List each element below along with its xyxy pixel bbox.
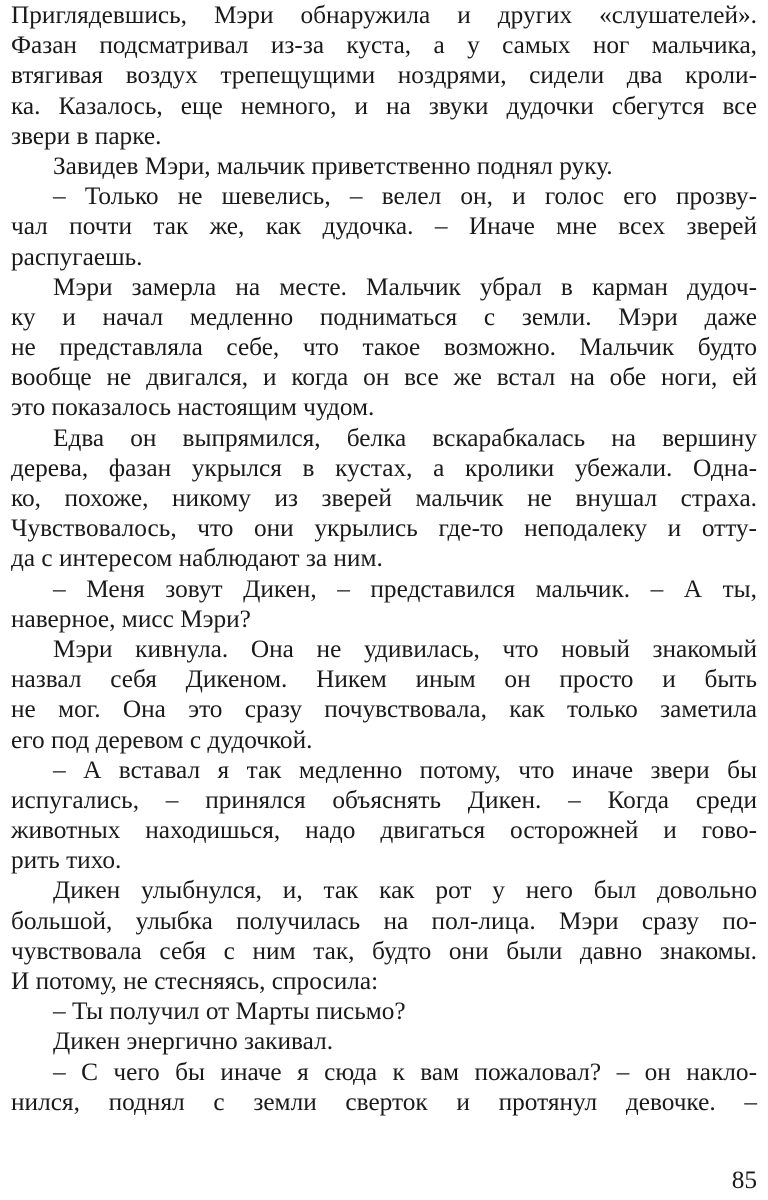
text-line: ку и начал медленно подниматься с земли. Мэри даже [11,302,757,331]
text-line: звери в парке. [11,121,162,150]
text-line: Дикен энергично закивал. [53,1027,334,1056]
text-line: распугаешь. [11,242,143,271]
text-line: не представляла себе, что такое возможно. Мальчик будто [11,333,757,362]
text-line: И потому, не стесняясь, спросила: [11,967,379,995]
page-number: 85 [731,1166,757,1194]
text-line: испугались, – принялся объяснять Дикен. – Когда среди [11,785,757,814]
text-line: нился, поднял с земли сверток и протянул девочке. – [11,1087,757,1116]
text-line: втягивая воздух трепещущими ноздрями, сидели два кроли- [11,61,757,90]
text-line: чувствовала себя с ним так, будто они были давно знакомы. [11,936,757,965]
text-line: это показалось настоящим чудом. [11,393,375,422]
text-line: большой, улыбка получилась на пол-лица. Мэри сразу по- [11,906,757,935]
text-line: дерева, фазан укрылся в кустах, а кролики убежали. Одна- [11,453,757,482]
text-line: чал почти так же, как дудочка. – Иначе мне всех зверей [11,212,757,241]
text-line: Чувствовалось, что они укрылись где-то неподалеку и отту- [11,514,757,543]
text-line: Фазан подсматривал из-за куста, а у самых ног мальчика, [11,31,757,60]
text-line: – Только не шевелись, – велел он, и голос его прозву- [53,182,757,211]
text-line: Мэри кивнула. Она не удивилась, что новый знакомый [53,634,757,663]
text-line: – А вставал я так медленно потому, что иначе звери бы [53,755,757,784]
text-line: Едва он выпрямился, белка вскарабкалась на вершину [53,423,757,452]
text-line: Приглядевшись, Мэри обнаружила и других «слушателей». [11,1,757,29]
text-line: – С чего бы иначе я сюда к вам пожаловал? – он накло- [53,1057,757,1086]
text-line: Завидев Мэри, мальчик приветственно поднял руку. [53,151,613,180]
text-line: ко, похоже, никому из зверей мальчик не внушал страха. [11,484,757,512]
text-line: животных находишься, надо двигаться осторожней и гово- [11,816,757,845]
text-line: наверное, мисс Мэри? [11,604,251,633]
text-line: да с интересом наблюдают за ним. [11,544,383,573]
text-line: ка. Казалось, еще немного, и на звуки дудочки сбегутся все [11,91,757,120]
text-line: его под деревом с дудочкой. [11,725,313,754]
body-text [11,0,757,1117]
text-line: – Меня зовут Дикен, – представился мальчик. – А ты, [53,574,757,603]
text-line: вообще не двигался, и когда он все же встал на обе ноги, ей [11,363,757,392]
text-line: – Ты получил от Марты письмо? [53,997,406,1026]
text-line: Мэри замерла на месте. Мальчик убрал в карман дудоч- [53,272,757,301]
text-line: Дикен улыбнулся, и, так как рот у него был довольно [53,876,757,905]
text-line: назвал себя Дикеном. Никем иным он просто и быть [11,665,757,694]
text-line: рить тихо. [11,846,122,875]
text-line: не мог. Она это сразу почувствовала, как только заметила [11,695,757,724]
